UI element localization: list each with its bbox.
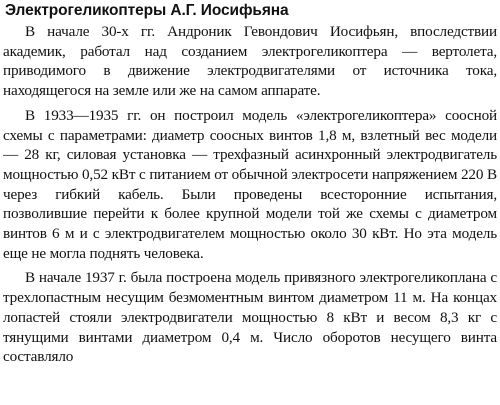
section-title: Электрогеликоптеры А.Г. Иосифьяна [5, 2, 289, 19]
paragraph-2: В 1933—1935 гг. он построил модель «электрогеликоптера» соосной схемы с параметрами: диаметр соосных винтов 1,8 м, взлетный вес модели — 28 кг, силовая установка — трехфазный асинхронный электродвигатель мощностью 0,52 кВт с питанием от обычной электросети напряжением 220 В через гибкий кабель. Были проведены всесторонние испытания, позволившие перейти к более крупной модели той же схемы с диаметром винтов 6 м и с электродвигателем мощностью около 30 кВт. Но эта модель еще не могла поднять человека. [3, 106, 497, 262]
paragraph-1: В начале 30-х гг. Андроник Гевондович Иосифьян, впоследствии академик, работал над созданием электрогеликоптера — вертолета, приводимого в движение электродвигателями от источника тока, находящегося на земле или же на самом аппарате. [3, 23, 497, 100]
document-page [3, 0, 497, 405]
paragraph-3: В начале 1937 г. была построена модель привязного электрогеликоплана с трехлопастным несущим безмоментным винтом диаметром 11 м. На концах лопастей стояли электродвигатели мощностью 8 кВт и весом 8,3 кг с тянущими винтами диаметром 0,4 м. Число оборотов несущего винта составляло [3, 269, 497, 366]
